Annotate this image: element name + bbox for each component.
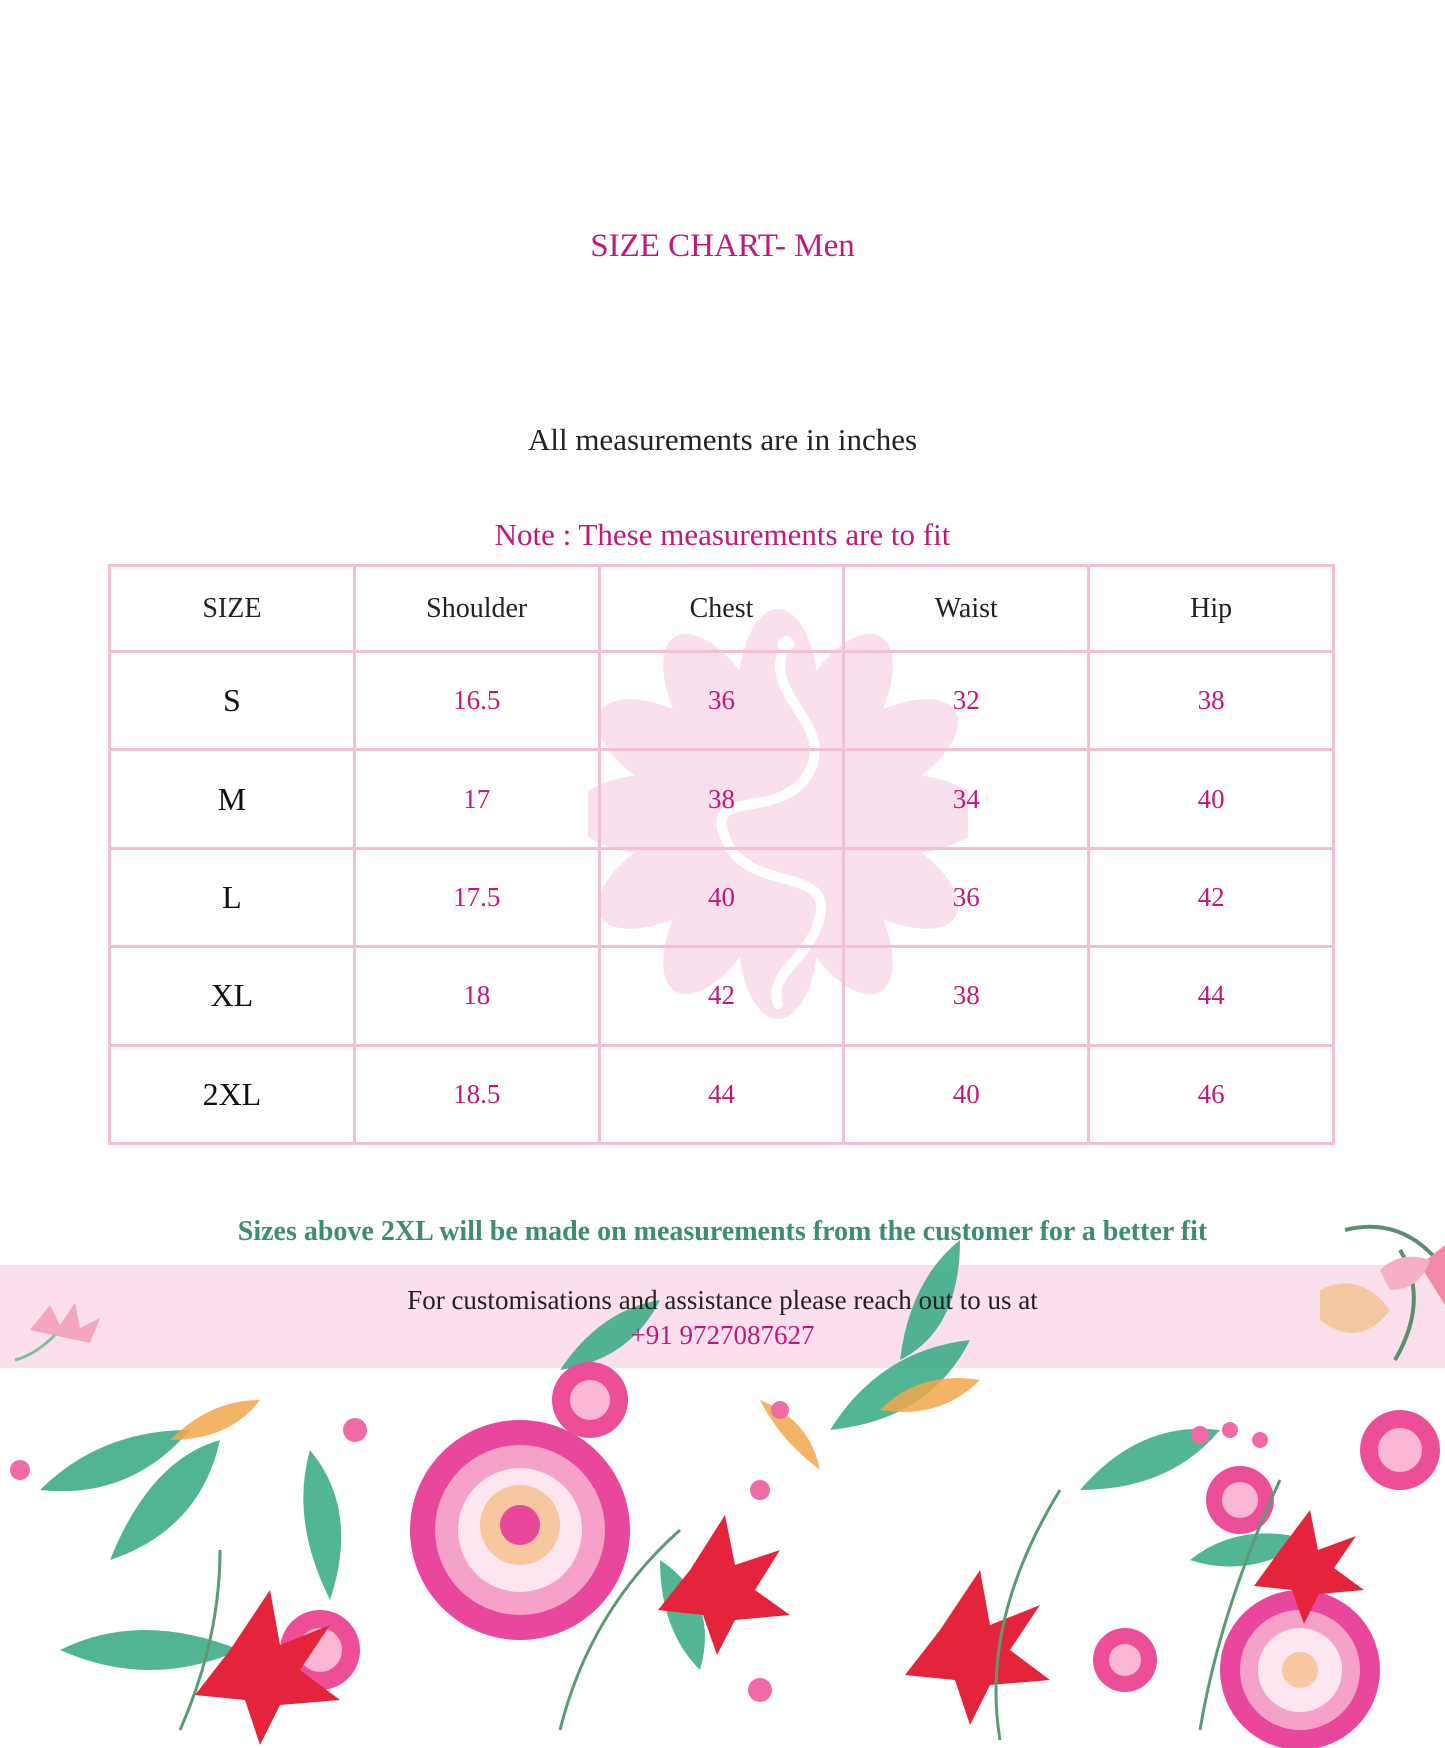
column-header: Waist [844,566,1089,652]
contact-phone-link[interactable]: +91 9727087627 [630,1320,815,1350]
table-row [110,750,1334,848]
shoulder-value: 18.5 [354,1045,599,1143]
units-note: All measurements are in inches [527,422,918,457]
column-header: Shoulder [354,566,599,652]
size-chart-table-wrap [108,564,1335,1145]
column-header: SIZE [110,566,355,652]
fit-note: Note : These measurements are to fit [494,517,951,552]
column-header: Chest [599,566,844,652]
table-row [110,947,1334,1045]
chest-value: 38 [599,750,844,848]
waist-value: 36 [844,848,1089,946]
contact-band [0,1265,1445,1368]
peony-flower-icon [1220,1590,1380,1748]
table-header-row [110,566,1334,652]
contact-text: For customisations and assistance please reach out to us at [407,1285,1038,1315]
chest-value: 42 [599,947,844,1045]
size-label: XL [110,947,355,1045]
hip-value: 44 [1089,947,1334,1045]
size-chart-table [108,564,1335,1145]
size-label: 2XL [110,1045,355,1143]
chest-value: 44 [599,1045,844,1143]
table-row [110,652,1334,750]
hip-value: 46 [1089,1045,1334,1143]
waist-value: 38 [844,947,1089,1045]
size-label: M [110,750,355,848]
custom-size-note: Sizes above 2XL will be made on measurements from the customer for a better fit [237,1216,1208,1247]
hip-value: 40 [1089,750,1334,848]
waist-value: 34 [844,750,1089,848]
page-title: SIZE CHART- Men [590,228,855,264]
shoulder-value: 17 [354,750,599,848]
shoulder-value: 16.5 [354,652,599,750]
shoulder-value: 17.5 [354,848,599,946]
waist-value: 32 [844,652,1089,750]
table-row [110,848,1334,946]
floral-border-illustration [0,1130,1445,1748]
column-header: Hip [1089,566,1334,652]
peony-flower-icon [410,1420,630,1640]
shoulder-value: 18 [354,947,599,1045]
waist-value: 40 [844,1045,1089,1143]
table-row [110,1045,1334,1143]
size-label: L [110,848,355,946]
chest-value: 36 [599,652,844,750]
size-label: S [110,652,355,750]
hip-value: 42 [1089,848,1334,946]
chest-value: 40 [599,848,844,946]
hip-value: 38 [1089,652,1334,750]
